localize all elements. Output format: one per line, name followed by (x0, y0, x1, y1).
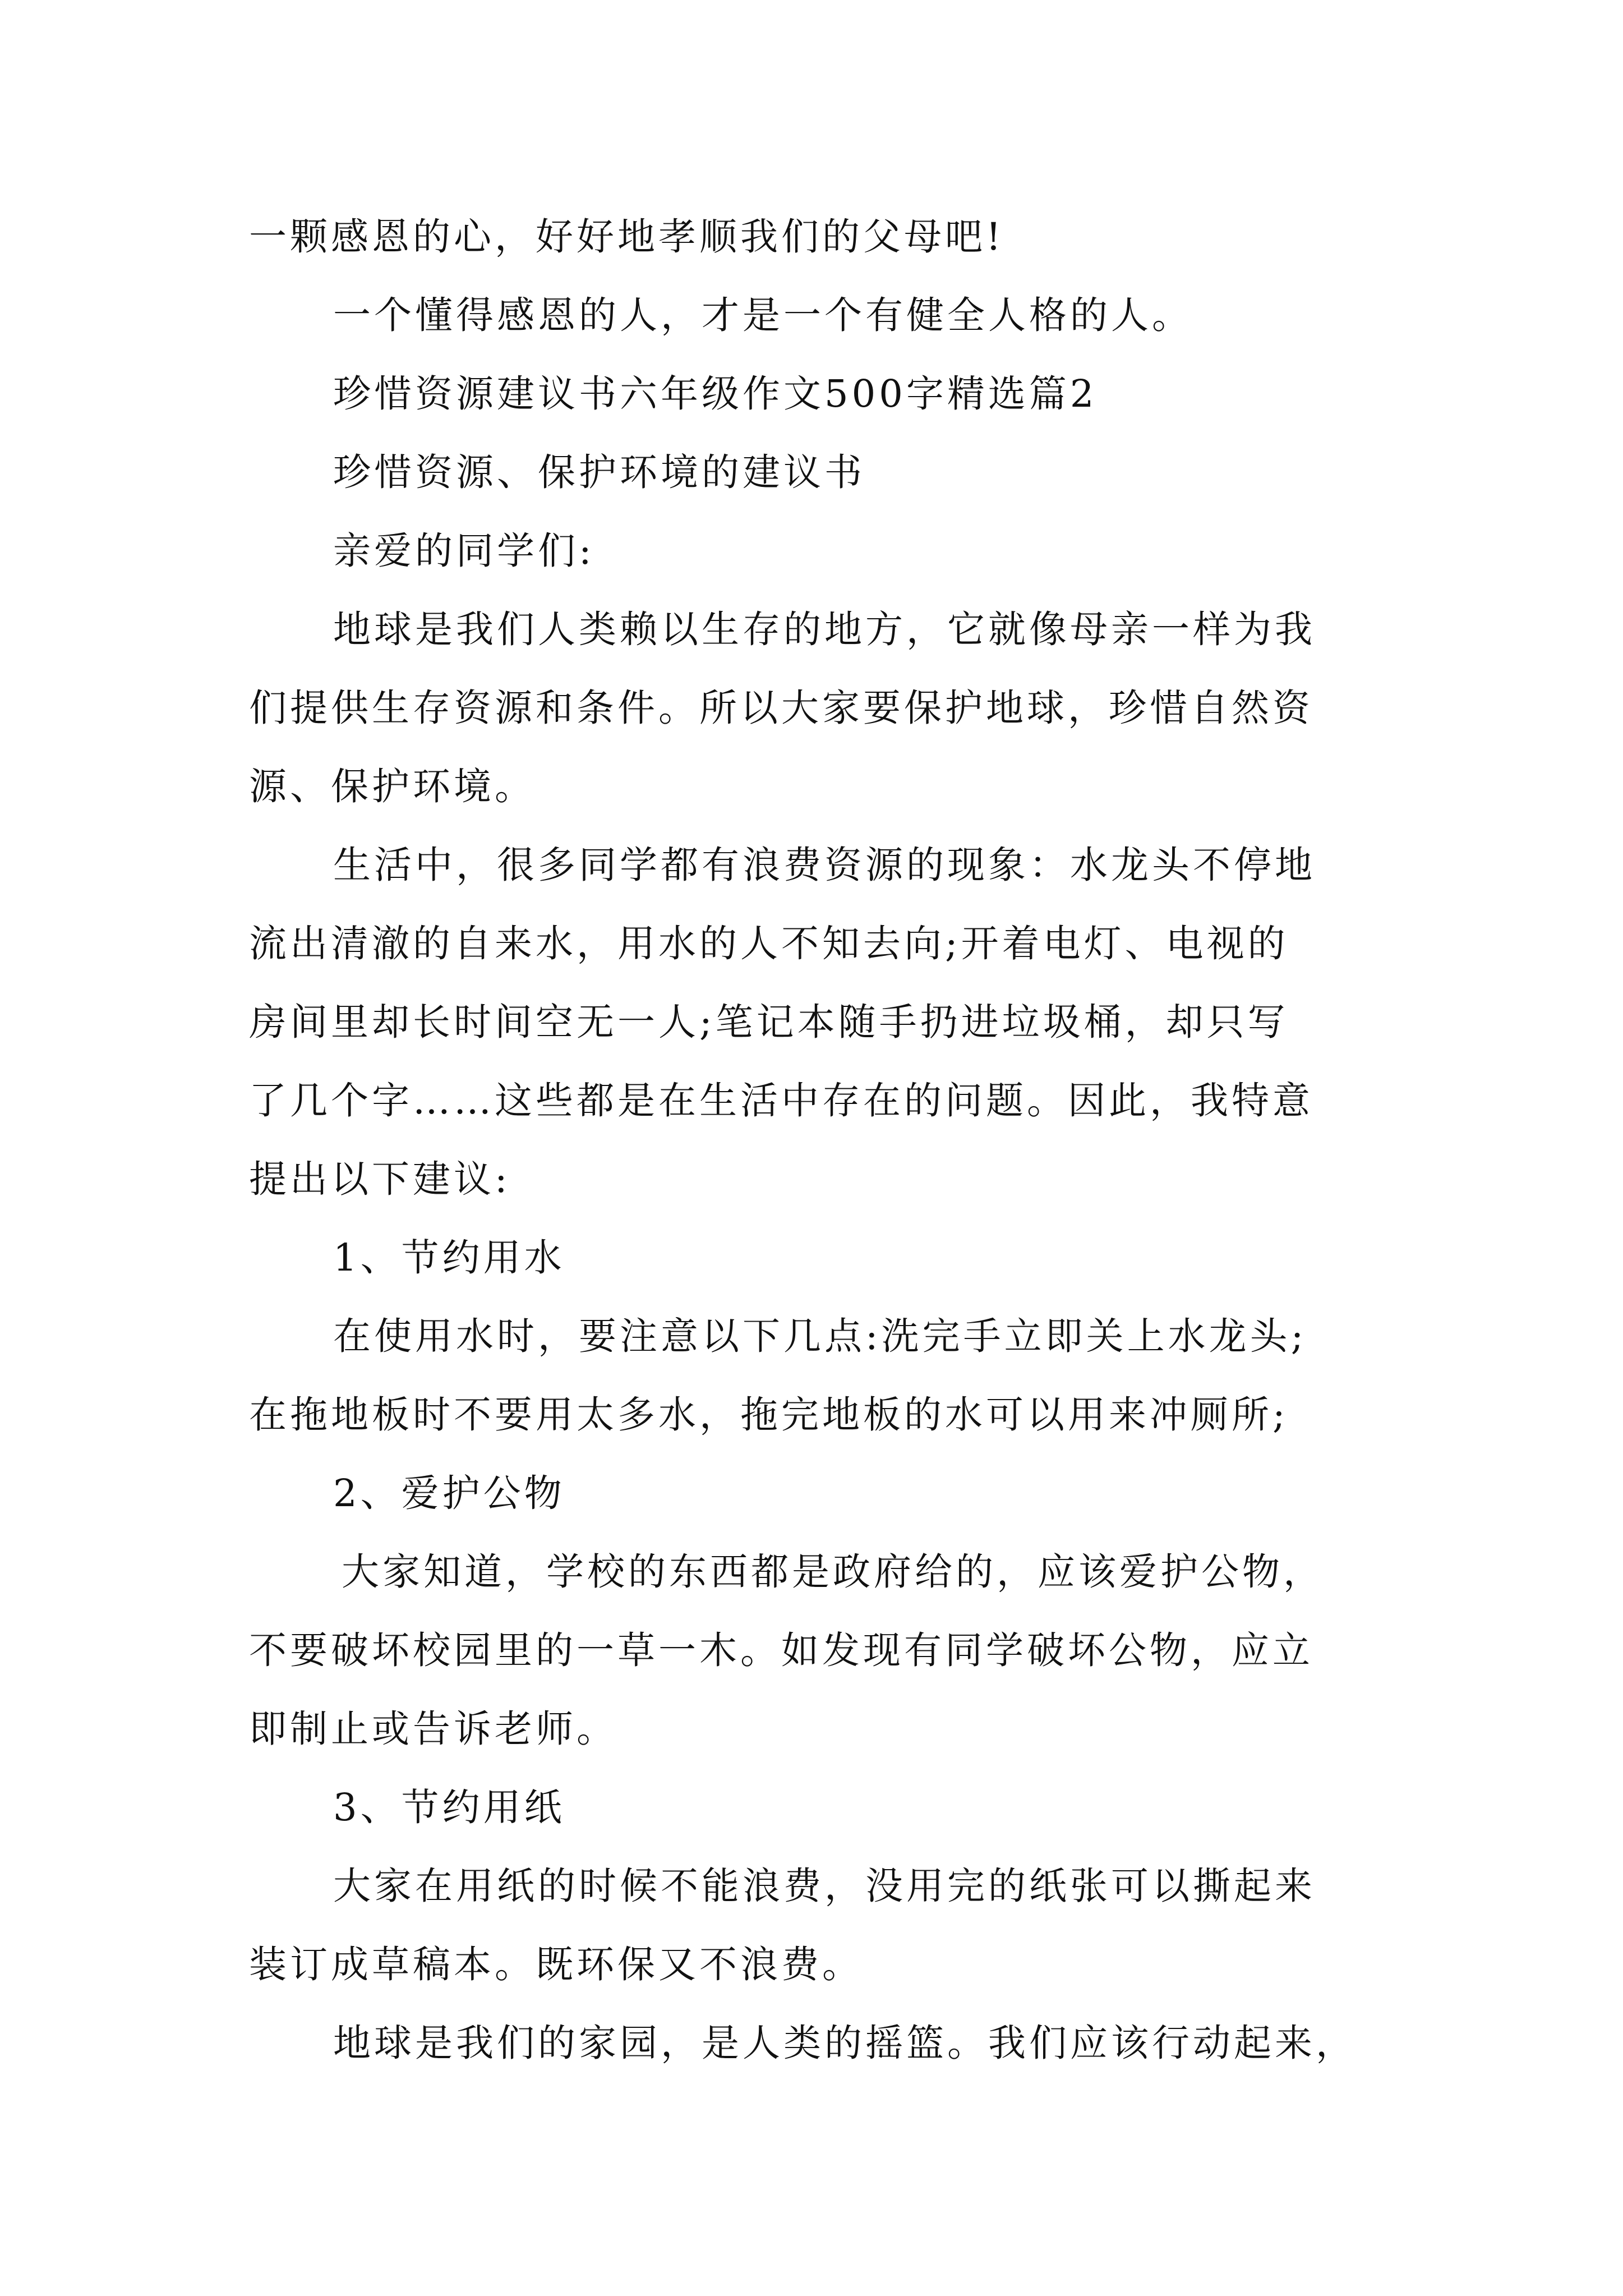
salutation: 亲爱的同学们: (333, 529, 595, 573)
paragraph-line: 不要破坏校园里的一草一木。如发现有同学破坏公物，应立 (249, 1628, 1313, 1672)
document-body (249, 197, 1393, 2082)
paragraph-line: 在拖地板时不要用太多水，拖完地板的水可以用来冲厕所; (249, 1393, 1289, 1437)
paragraph-line: 地球是我们的家园，是人类的摇篮。我们应该行动起来， (333, 2021, 1357, 2065)
paragraph-line: 流出清澈的自来水，用水的人不知去向;开着电灯、电视的 (249, 922, 1289, 965)
list-heading: 3、节约用纸 (333, 1786, 565, 1829)
paragraph-line: 大家知道，学校的东西都是政府给的，应该爱护公物， (342, 1550, 1324, 1594)
paragraph-line: 们提供生存资源和条件。所以大家要保护地球，珍惜自然资 (249, 686, 1313, 730)
paragraph-line: 大家在用纸的时候不能浪费，没用完的纸张可以撕起来 (333, 1864, 1316, 1908)
paragraph-line: 生活中，很多同学都有浪费资源的现象：水龙头不停地 (333, 843, 1316, 887)
paragraph-line: 房间里却长时间空无一人;笔记本随手扔进垃圾桶，却只写 (249, 1000, 1289, 1044)
list-heading: 1、节约用水 (333, 1236, 565, 1280)
paragraph-line: 了几个字……这些都是在生活中存在的问题。因此，我特意 (249, 1079, 1313, 1122)
section-heading: 珍惜资源建议书六年级作文500字精选篇2 (333, 372, 1098, 416)
paragraph-line: 在使用水时，要注意以下几点:洗完手立即关上水龙头; (333, 1314, 1307, 1358)
paragraph-line: 地球是我们人类赖以生存的地方，它就像母亲一样为我 (333, 608, 1316, 651)
paragraph-line: 装订成草稿本。既环保又不浪费。 (249, 1943, 863, 1986)
paragraph-line: 一个懂得感恩的人，才是一个有健全人格的人。 (333, 293, 1193, 337)
paragraph-line: 一颗感恩的心，好好地孝顺我们的父母吧! (249, 215, 1004, 259)
list-heading: 2、爱护公物 (333, 1471, 565, 1515)
paragraph-line: 即制止或告诉老师。 (249, 1707, 617, 1751)
letter-title: 珍惜资源、保护环境的建议书 (333, 450, 865, 494)
paragraph-line: 源、保护环境。 (249, 765, 536, 808)
paragraph-line: 提出以下建议: (249, 1157, 511, 1201)
